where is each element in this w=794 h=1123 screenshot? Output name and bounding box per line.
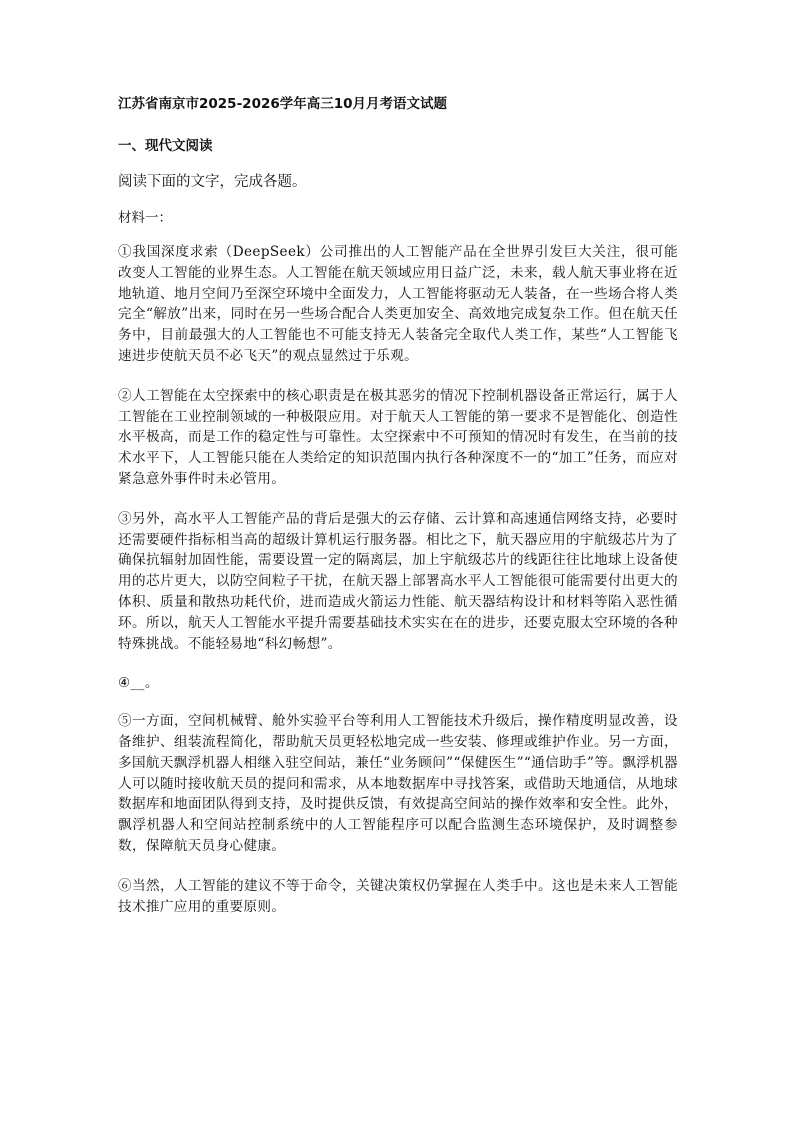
section-heading: 一、现代文阅读 bbox=[118, 138, 213, 154]
paragraph-2: ②人工智能在太空探索中的核心职责是在极其恶劣的情况下控制机器设备正常运行，属于人工智能在工业控制领域的一种极限应用。对于航天人工智能的第一要求不是智能化、创造性水平极高，而是工作的稳定性与可靠性。太空探索中不可预知的情况时有发生，在当前的技术水平下，人工智能只能在人类给定的知识范围内执行各种深度不一的“加工”任务，而应对紧急意外事件时未必管用。 bbox=[118, 387, 678, 487]
document-page bbox=[118, 94, 678, 936]
paragraph-3: ③另外，高水平人工智能产品的背后是强大的云存储、云计算和高速通信网络支持，必要时还需要硬件指标相当高的超级计算机运行服务器。相比之下，航天器应用的宇航级芯片为了确保抗辐射加固性能，需要设置一定的隔离层，加上宇航级芯片的线距往往比地球上设备使用的芯片更大，以防空间粒子干扰，在航天器上部署高水平人工智能很可能需要付出更大的体积、质量和散热功耗代价，进而造成火箭运力性能、航天器结构设计和材料等陷入恶性循环。所以，航天人工智能水平提升需要基础技术实实在在的进步，还要克服太空环境的各种特殊挑战。不能轻易地“科幻畅想”。 bbox=[118, 510, 678, 652]
paragraph-5: ⑤一方面，空间机械臂、舱外实验平台等利用人工智能技术升级后，操作精度明显改善，设备维护、组装流程简化，帮助航天员更轻松地完成一些安装、修理或维护作业。另一方面，多国航天飘浮机器人相继入驻空间站，兼任“业务顾问”“保健医生”“通信助手”等。飘浮机器人可以随时接收航天员的提问和需求，从本地数据库中寻找答案，或借助天地通信，从地球数据库和地面团队得到支持，及时提供反馈，有效提高空间站的操作效率和安全性。此外，飘浮机器人和空间站控制系统中的人工智能程序可以配合监测生态环境保护，及时调整参数，保障航天员身心健康。 bbox=[118, 713, 678, 854]
reading-instruction: 阅读下面的文字，完成各题。 bbox=[118, 174, 307, 190]
material-label: 材料一： bbox=[118, 210, 172, 226]
paragraph-6: ⑥当然，人工智能的建议不等于命令，关键决策权仍掌握在人类手中。这也是未来人工智能技术推广应用的重要原则。 bbox=[118, 877, 678, 915]
document-title: 江苏省南京市2025-2026学年高三10月月考语文试题 bbox=[118, 96, 448, 112]
paragraph-1: ①我国深度求索（DeepSeek）公司推出的人工智能产品在全世界引发巨大关注，很可能改变人工智能的业界生态。人工智能在航天领域应用日益广泛，未来，载人航天事业将在近地轨道、地月空间乃至深空环境中全面发力，人工智能将驱动无人装备，在一些场合将人类完全“解放”出来，同时在另一些场合配合人类更加安全、高效地完成复杂工作。但在航天任务中，目前最强大的人工智能也不可能支持无人装备完全取代人类工作，某些“人工智能飞速进步使航天员不必飞天”的观点显然过于乐观。 bbox=[118, 244, 678, 364]
paragraph-4-blank: ④__。 bbox=[118, 675, 159, 692]
